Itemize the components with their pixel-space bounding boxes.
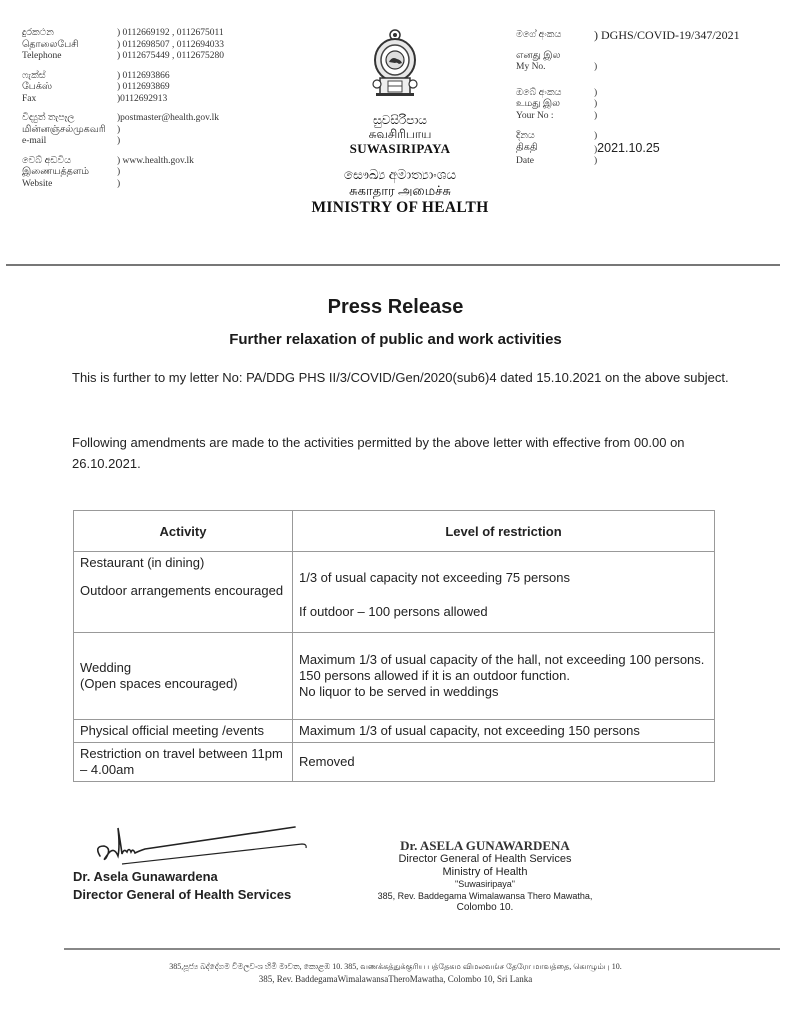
contact-value: ) 0112693866	[117, 70, 170, 81]
fax-group	[22, 71, 302, 106]
your-no-group	[516, 88, 786, 123]
activity-text: (Open spaces encouraged)	[80, 676, 238, 691]
stamp-address: 385, Rev. Baddegama Wimalawansa Thero Mawatha,	[377, 891, 593, 901]
email-group	[22, 113, 302, 148]
page-title: Press Release	[327, 296, 464, 318]
our-ref-value: ) DGHS/COVID-19/347/2021	[594, 28, 740, 42]
paren: )	[594, 144, 598, 155]
ministry-name-tamil: சுகாதார அமைச்சு	[349, 183, 451, 198]
contact-label: Fax	[22, 93, 37, 104]
contact-value: ) 0112669192 , 0112675011	[117, 28, 224, 38]
stamp-name: Dr. ASELA GUNAWARDENA	[400, 838, 570, 853]
sri-lanka-emblem-icon	[368, 28, 422, 98]
contact-value: ) 0112698507 , 0112694033	[117, 39, 224, 50]
footer-address	[0, 960, 791, 986]
building-name-tamil: சுவசிரிபாய	[368, 127, 432, 141]
column-header-activity: Activity	[74, 511, 293, 552]
date-value: 2021.10.25	[597, 140, 660, 155]
restriction-text: No liquor to be served in weddings	[299, 684, 499, 699]
signatory-name: Dr. Asela Gunawardena	[73, 869, 218, 884]
activity-text: Wedding	[80, 660, 132, 675]
activity-text: Restriction on travel between 11pm – 4.00am	[80, 746, 283, 777]
restriction-text: Maximum 1/3 of usual capacity of the hall, not exceeding 100 persons.	[299, 652, 705, 667]
date-label-tamil: திகதி	[516, 142, 538, 153]
contact-label: විද්‍යුත් තැපෑල	[22, 113, 75, 123]
activity-text: Restaurant (in dining)	[80, 555, 205, 570]
activity-text: Outdoor arrangements encouraged	[80, 583, 284, 598]
official-stamp	[360, 838, 610, 914]
contact-label: Website	[22, 178, 53, 189]
signatory-block	[73, 868, 291, 904]
signatory-title: Director General of Health Services	[73, 887, 292, 902]
your-no-label: Your No :	[516, 110, 554, 121]
date-label-sinhala: දිනය	[516, 131, 535, 141]
activity-cell	[74, 720, 293, 743]
restriction-cell	[293, 720, 715, 743]
building-name-sinhala: සුවසිරිපාය	[373, 113, 427, 127]
contact-value: )	[117, 178, 121, 189]
footer-address-english: 385, Rev. BaddegamaWimalawansaTheroMawatha, Colombo 10, Sri Lanka	[258, 974, 533, 984]
restriction-text: Maximum 1/3 of usual capacity, not exceeding 150 persons	[299, 723, 640, 738]
amendment-paragraph: Following amendments are made to the activities permitted by the above letter with effective from 00.00 on 26.10.2021.	[72, 435, 685, 471]
my-no-label: My No.	[516, 62, 546, 72]
activity-cell	[74, 743, 293, 782]
contact-label: மின்னஞ்சல்முகவரி	[22, 124, 106, 135]
contact-value: )	[117, 136, 121, 146]
telephone-group	[22, 28, 302, 63]
reference-block	[516, 30, 786, 177]
table-row	[74, 552, 715, 633]
contact-label: பேக்ஸ்	[22, 82, 53, 92]
page-subtitle: Further relaxation of public and work activities	[229, 331, 562, 348]
my-no-label-tamil: எனது இல	[516, 50, 561, 61]
handwritten-signature-icon	[92, 826, 312, 874]
contact-label: இணையத்தளம்	[22, 167, 90, 177]
your-no-value: )	[594, 110, 598, 121]
restriction-text: 1/3 of usual capacity not exceeding 75 persons	[299, 570, 571, 585]
restriction-text: Removed	[299, 754, 355, 769]
activity-cell	[74, 633, 293, 720]
ministry-name-english: MINISTRY OF HEALTH	[311, 199, 489, 216]
website-value[interactable]: ) www.health.gov.lk	[117, 155, 194, 166]
email-value[interactable]: )postmaster@health.gov.lk	[117, 113, 220, 123]
our-ref-label: මගේ අංකය	[516, 30, 562, 40]
table-row	[74, 743, 715, 782]
table-row	[74, 720, 715, 743]
footer-divider	[64, 948, 780, 950]
paren: )	[594, 87, 598, 98]
contact-label: தொலைபேசி	[22, 39, 79, 50]
your-no-label-tamil: உமது இல	[516, 99, 561, 109]
contact-value: )0112692913	[117, 93, 168, 104]
contact-block	[22, 28, 302, 198]
restriction-text: 150 persons allowed if it is an outdoor function.	[299, 668, 571, 683]
contact-label: Telephone	[22, 51, 62, 61]
stamp-city: Colombo 10.	[456, 902, 514, 913]
contact-value: ) 0112693869	[117, 82, 170, 92]
contact-label: e-mail	[22, 136, 47, 146]
reference-paragraph: This is further to my letter No: PA/DDG PHS II/3/COVID/Gen/2020(sub6)4 dated 15.10.2021 on the above subject.	[72, 370, 729, 385]
restriction-text: If outdoor – 100 persons allowed	[299, 604, 488, 619]
paren: )	[594, 99, 598, 109]
your-no-label-sinhala: ඔබේ අංකය	[516, 87, 562, 98]
stamp-ministry: Ministry of Health	[442, 866, 528, 878]
footer-address-local: 385,පූජ්‍ය බද්දේගම විමලවංශ හිමි මාවත, කොළඹ 10. 385, வணக்கத்துக்குரிய பத்தேகம விமலவங்ச தேரோ மாவத்தை, கொழும்பு 10.	[169, 962, 622, 971]
table-header-row	[74, 511, 715, 552]
restriction-cell	[293, 552, 715, 633]
activity-cell	[74, 552, 293, 633]
ministry-name-sinhala: සෞඛ්‍ය අමාත්‍යාංශය	[343, 167, 457, 182]
our-ref-group	[516, 30, 786, 42]
contact-label: දුරකථන	[22, 28, 54, 38]
restriction-cell	[293, 633, 715, 720]
paren: )	[594, 156, 598, 166]
restrictions-table	[73, 510, 715, 782]
contact-value: )	[117, 167, 121, 177]
building-name-english: SUWASIRIPAYA	[349, 141, 451, 156]
my-no-value: )	[594, 62, 598, 72]
stamp-building: "Suwasiripaya"	[455, 879, 515, 889]
date-label: Date	[516, 156, 534, 166]
website-group	[22, 156, 302, 191]
contact-label: ෆැක්ස්	[22, 70, 46, 81]
date-group	[516, 131, 786, 168]
stamp-title: Director General of Health Services	[398, 853, 572, 865]
table-row	[74, 633, 715, 720]
paren: )	[594, 131, 598, 141]
contact-value: )	[117, 124, 121, 135]
header-divider	[6, 264, 780, 266]
column-header-restriction: Level of restriction	[293, 511, 715, 552]
restriction-cell	[293, 743, 715, 782]
ministry-heading	[290, 113, 510, 217]
activity-text: Physical official meeting /events	[80, 723, 265, 738]
contact-value: ) 0112675449 , 0112675280	[117, 51, 224, 61]
contact-label: වෙබ් අඩවිය	[22, 155, 72, 166]
my-no-group	[516, 51, 786, 74]
